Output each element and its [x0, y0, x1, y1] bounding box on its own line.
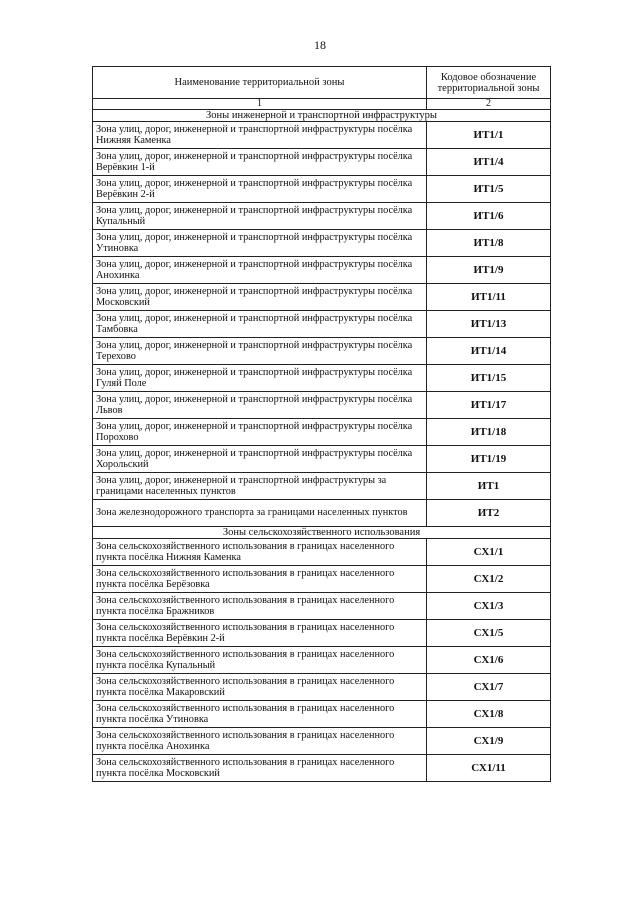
- zone-code-cell: ИТ1/13: [427, 311, 551, 338]
- zone-code-cell: СХ1/2: [427, 566, 551, 593]
- zone-name-cell: Зона улиц, дорог, инженерной и транспортной инфраструктуры за границами населенных пунктов: [93, 473, 427, 500]
- zone-name-cell: Зона сельскохозяйственного использования в границах населенного пункта посёлка Макаровский: [93, 674, 427, 701]
- zone-code-cell: ИТ1/14: [427, 338, 551, 365]
- zone-code-cell: СХ1/3: [427, 593, 551, 620]
- zone-code-cell: ИТ1/5: [427, 176, 551, 203]
- table-row: [93, 122, 551, 149]
- section-title: Зоны инженерной и транспортной инфраструктуры: [93, 110, 551, 122]
- zone-code-cell: ИТ1/6: [427, 203, 551, 230]
- zone-code-cell: ИТ1/8: [427, 230, 551, 257]
- section-title: Зоны сельскохозяйственного использования: [93, 527, 551, 539]
- zone-code-cell: СХ1/6: [427, 647, 551, 674]
- zone-name-cell: Зона сельскохозяйственного использования в границах населенного пункта посёлка Берёзовка: [93, 566, 427, 593]
- table-row: [93, 446, 551, 473]
- zone-code-cell: СХ1/9: [427, 728, 551, 755]
- zone-code-cell: ИТ1/9: [427, 257, 551, 284]
- table-row: [93, 392, 551, 419]
- zone-name-cell: Зона улиц, дорог, инженерной и транспортной инфраструктуры посёлка Тамбовка: [93, 311, 427, 338]
- zone-name-cell: Зона улиц, дорог, инженерной и транспортной инфраструктуры посёлка Утиновка: [93, 230, 427, 257]
- zone-code-cell: ИТ2: [427, 500, 551, 527]
- zone-code-cell: ИТ1/17: [427, 392, 551, 419]
- zone-name-cell: Зона улиц, дорог, инженерной и транспортной инфраструктуры посёлка Порохово: [93, 419, 427, 446]
- table-row: [93, 539, 551, 566]
- table-row: [93, 647, 551, 674]
- zone-code-cell: ИТ1: [427, 473, 551, 500]
- column-number-row: [93, 99, 551, 110]
- table-row: [93, 203, 551, 230]
- zone-name-cell: Зона сельскохозяйственного использования в границах населенного пункта посёлка Анохинка: [93, 728, 427, 755]
- zone-name-cell: Зона улиц, дорог, инженерной и транспортной инфраструктуры посёлка Гуляй Поле: [93, 365, 427, 392]
- zone-code-cell: ИТ1/19: [427, 446, 551, 473]
- table-row: [93, 176, 551, 203]
- zone-code-cell: СХ1/11: [427, 755, 551, 782]
- zone-name-cell: Зона улиц, дорог, инженерной и транспортной инфраструктуры посёлка Хорольский: [93, 446, 427, 473]
- zone-name-cell: Зона сельскохозяйственного использования в границах населенного пункта посёлка Утиновка: [93, 701, 427, 728]
- table-row: [93, 149, 551, 176]
- zone-name-cell: Зона улиц, дорог, инженерной и транспортной инфраструктуры посёлка Верёвкин 1-й: [93, 149, 427, 176]
- zone-code-cell: ИТ1/11: [427, 284, 551, 311]
- zones-table: [92, 66, 551, 782]
- table-row: [93, 230, 551, 257]
- table-row: [93, 338, 551, 365]
- zone-name-cell: Зона сельскохозяйственного использования в границах населенного пункта посёлка Московский: [93, 755, 427, 782]
- zone-code-cell: ИТ1/4: [427, 149, 551, 176]
- table-row: [93, 728, 551, 755]
- column-number-2: 2: [427, 99, 551, 110]
- zone-code-cell: СХ1/1: [427, 539, 551, 566]
- zone-code-cell: СХ1/5: [427, 620, 551, 647]
- zone-name-cell: Зона сельскохозяйственного использования в границах населенного пункта посёлка Верёвкин 2-й: [93, 620, 427, 647]
- zone-code-cell: СХ1/8: [427, 701, 551, 728]
- table-row: [93, 419, 551, 446]
- column-number-1: 1: [93, 99, 427, 110]
- zone-name-cell: Зона улиц, дорог, инженерной и транспортной инфраструктуры посёлка Анохинка: [93, 257, 427, 284]
- zone-code-cell: ИТ1/15: [427, 365, 551, 392]
- zone-name-cell: Зона улиц, дорог, инженерной и транспортной инфраструктуры посёлка Московский: [93, 284, 427, 311]
- table-row: [93, 674, 551, 701]
- table-row: [93, 701, 551, 728]
- header-zone-name: Наименование территориальной зоны: [93, 67, 427, 99]
- section-header-row: [93, 110, 551, 122]
- zone-name-cell: Зона улиц, дорог, инженерной и транспортной инфраструктуры посёлка Львов: [93, 392, 427, 419]
- zone-name-cell: Зона улиц, дорог, инженерной и транспортной инфраструктуры посёлка Терехово: [93, 338, 427, 365]
- table-row: [93, 620, 551, 647]
- page-number: 18: [314, 38, 326, 52]
- zone-name-cell: Зона улиц, дорог, инженерной и транспортной инфраструктуры посёлка Купальный: [93, 203, 427, 230]
- zone-code-cell: СХ1/7: [427, 674, 551, 701]
- table-row: [93, 500, 551, 527]
- table-row: [93, 311, 551, 338]
- table-row: [93, 593, 551, 620]
- table-row: [93, 755, 551, 782]
- section-header-row: [93, 527, 551, 539]
- zone-name-cell: Зона улиц, дорог, инженерной и транспортной инфраструктуры посёлка Верёвкин 2-й: [93, 176, 427, 203]
- header-zone-code: Кодовое обозначение территориальной зоны: [427, 67, 551, 99]
- zone-name-cell: Зона железнодорожного транспорта за границами населенных пунктов: [93, 500, 427, 527]
- table-row: [93, 473, 551, 500]
- table-row: [93, 284, 551, 311]
- zone-name-cell: Зона сельскохозяйственного использования в границах населенного пункта посёлка Купальный: [93, 647, 427, 674]
- zone-code-cell: ИТ1/1: [427, 122, 551, 149]
- zone-name-cell: Зона сельскохозяйственного использования в границах населенного пункта посёлка Бражников: [93, 593, 427, 620]
- table-row: [93, 365, 551, 392]
- table-header-row: [93, 67, 551, 99]
- zone-code-cell: ИТ1/18: [427, 419, 551, 446]
- table-row: [93, 257, 551, 284]
- zones-table-body: [93, 110, 551, 782]
- zone-name-cell: Зона сельскохозяйственного использования в границах населенного пункта посёлка Нижняя Каменка: [93, 539, 427, 566]
- zone-name-cell: Зона улиц, дорог, инженерной и транспортной инфраструктуры посёлка Нижняя Каменка: [93, 122, 427, 149]
- table-row: [93, 566, 551, 593]
